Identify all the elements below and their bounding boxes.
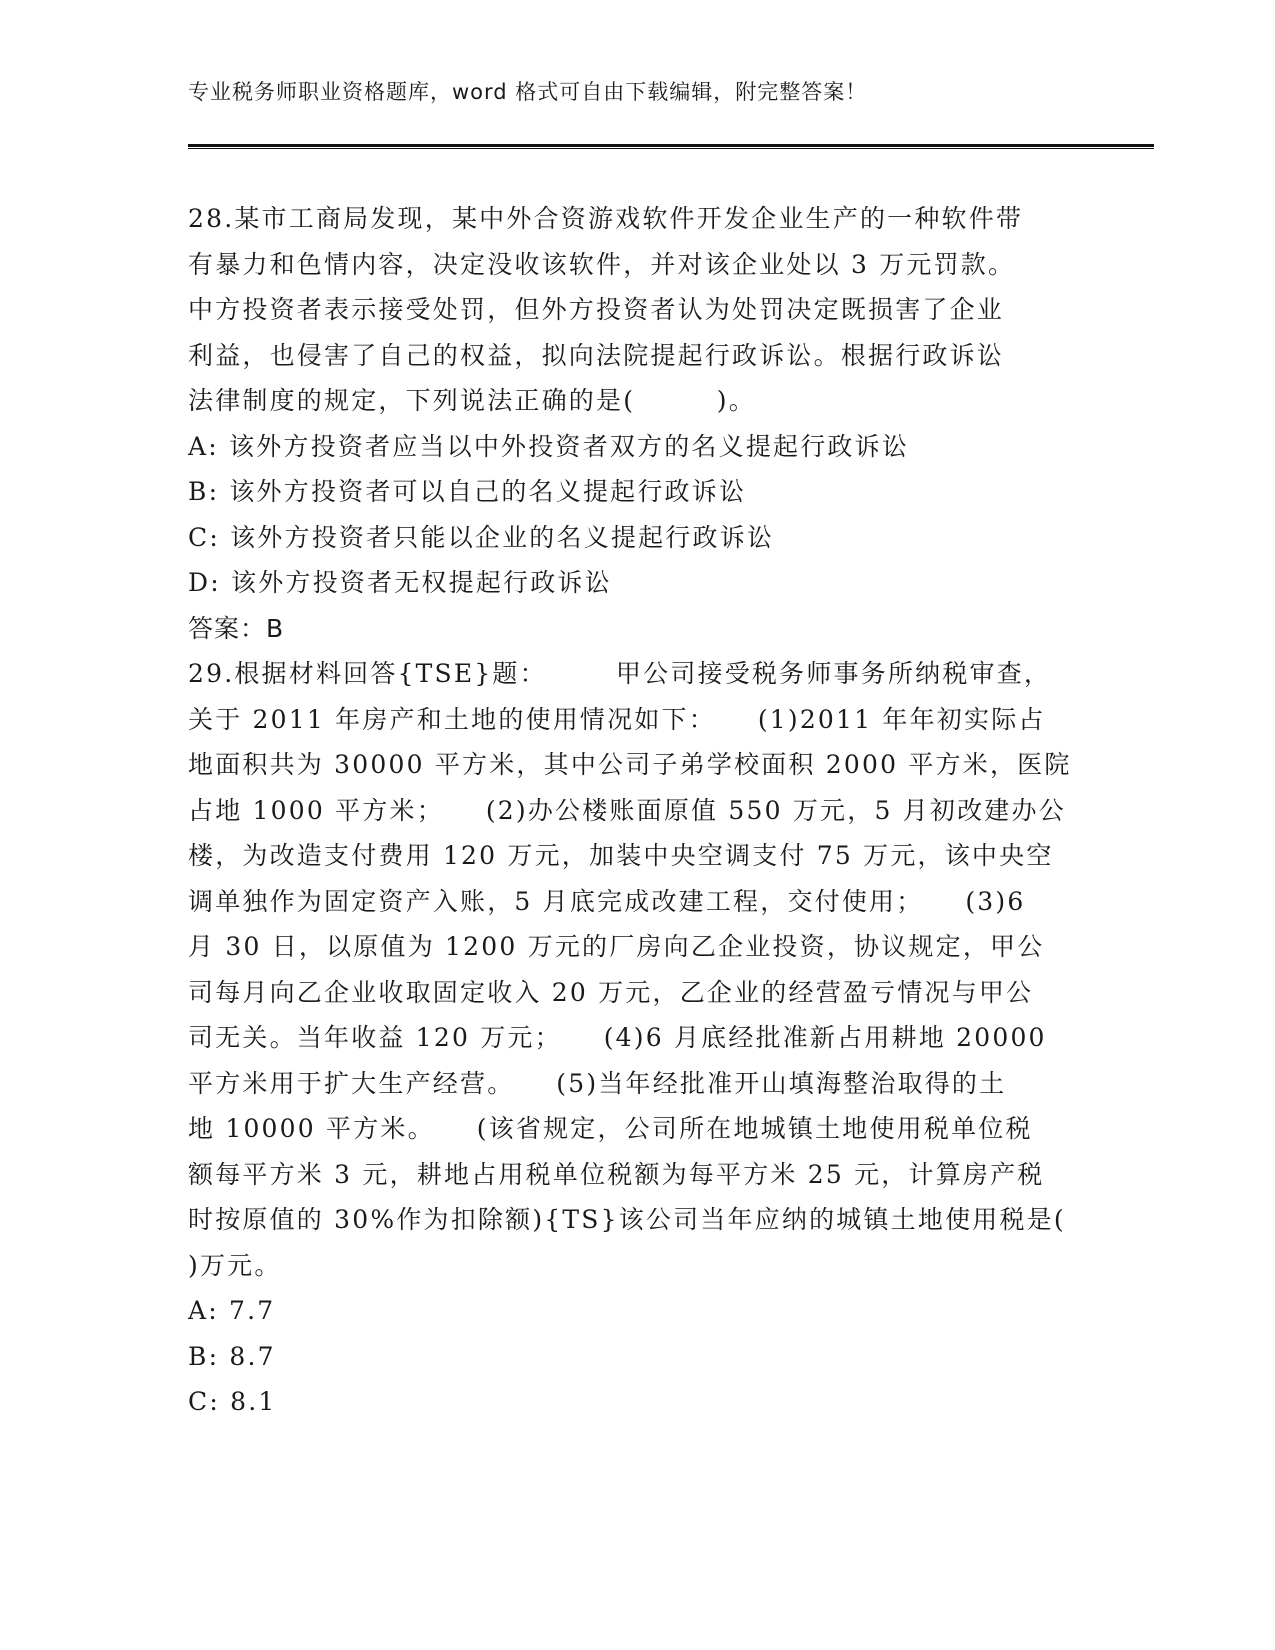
question-stem-line: )万元。 bbox=[188, 1250, 282, 1280]
question-stem-line: 中方投资者表示接受处罚，但外方投资者认为处罚决定既损害了企业 bbox=[188, 295, 1005, 324]
question-stem-line: 占地 1000 平方米； (2)办公楼账面原值 550 万元，5 月初改建办公 bbox=[188, 795, 1066, 825]
header-divider bbox=[188, 144, 1154, 149]
question-stem-line: 关于 2011 年房产和土地的使用情况如下： (1)2011 年年初实际占 bbox=[188, 704, 1046, 734]
option-b: B: 该外方投资者可以自己的名义提起行政诉讼 bbox=[188, 477, 747, 506]
question-stem-line: 月 30 日，以原值为 1200 万元的厂房向乙企业投资，协议规定，甲公 bbox=[188, 932, 1045, 961]
question-stem-line: 29.根据材料回答{TSE}题： 甲公司接受税务师事务所纳税审查， bbox=[188, 659, 1052, 688]
question-stem-line: 28.某市工商局发现，某中外合资游戏软件开发企业生产的一种软件带 bbox=[188, 204, 1024, 233]
question-28 bbox=[188, 196, 1088, 651]
option-b: B: 8.7 bbox=[188, 1341, 276, 1371]
question-stem-line: 司每月向乙企业收取固定收入 20 万元，乙企业的经营盈亏情况与甲公 bbox=[188, 977, 1034, 1007]
question-stem-line: 平方米用于扩大生产经营。 (5)当年经批准开山填海整治取得的土 bbox=[188, 1068, 1007, 1098]
question-stem-line: 额每平方米 3 元，耕地占用税单位税额为每平方米 25 元，计算房产税 bbox=[188, 1159, 1045, 1189]
option-c: C: 8.1 bbox=[188, 1387, 277, 1416]
question-stem-line: 地 10000 平方米。 (该省规定，公司所在地城镇土地使用税单位税 bbox=[188, 1114, 1033, 1143]
question-stem-line: 司无关。当年收益 120 万元； (4)6 月底经批准新占用耕地 20000 bbox=[188, 1023, 1047, 1052]
question-stem-line: 法律制度的规定，下列说法正确的是( )。 bbox=[188, 386, 756, 415]
question-29 bbox=[188, 651, 1088, 1425]
option-a: A: 7.7 bbox=[188, 1296, 276, 1325]
option-a: A: 该外方投资者应当以中外投资者双方的名义提起行政诉讼 bbox=[188, 431, 910, 461]
question-stem-line: 利益，也侵害了自己的权益，拟向法院提起行政诉讼。根据行政诉讼 bbox=[188, 340, 1005, 370]
page-header: 专业税务师职业资格题库，word 格式可自由下载编辑，附完整答案！ bbox=[188, 80, 868, 104]
answer-text: 答案：B bbox=[188, 613, 285, 643]
question-stem-line: 楼，为改造支付费用 120 万元，加装中央空调支付 75 万元，该中央空 bbox=[188, 841, 1054, 870]
option-c: C: 该外方投资者只能以企业的名义提起行政诉讼 bbox=[188, 522, 775, 552]
question-stem-line: 地面积共为 30000 平方米，其中公司子弟学校面积 2000 平方米，医院 bbox=[188, 750, 1072, 779]
question-stem-line: 时按原值的 30%作为扣除额){TS}该公司当年应纳的城镇土地使用税是( bbox=[188, 1205, 1066, 1234]
question-stem-line: 调单独作为固定资产入账，5 月底完成改建工程，交付使用； (3)6 bbox=[188, 886, 1026, 916]
question-stem-line: 有暴力和色情内容，决定没收该软件，并对该企业处以 3 万元罚款。 bbox=[188, 249, 1016, 279]
option-d: D: 该外方投资者无权提起行政诉讼 bbox=[188, 568, 612, 597]
